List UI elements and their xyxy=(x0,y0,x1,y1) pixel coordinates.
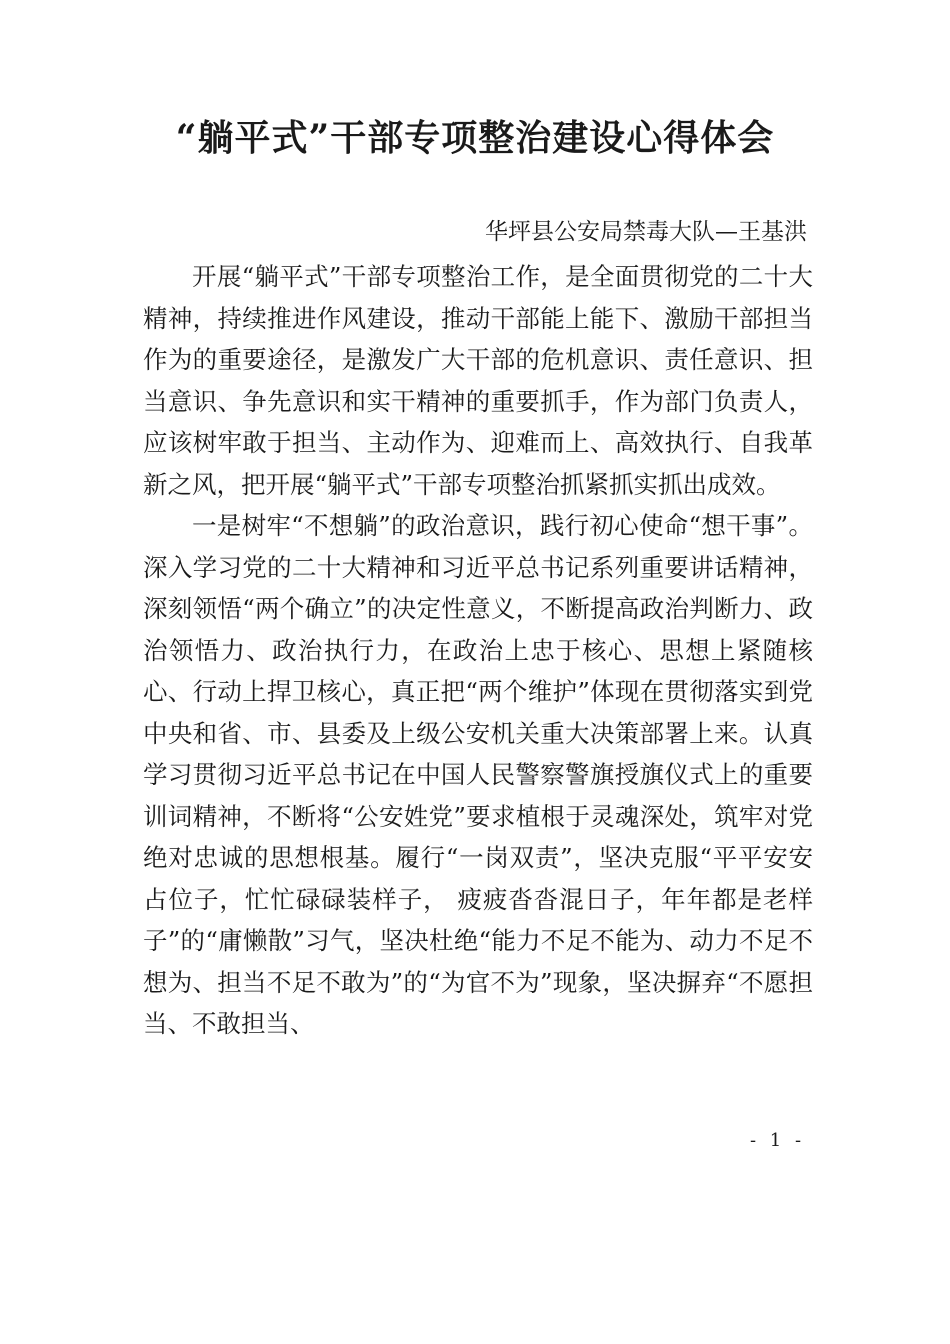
paragraph: 一是树牢“不想躺”的政治意识，践行初心使命“想干事”。深入学习党的二十大精神和习近平总书记系列重要讲话精神，深刻领悟“两个确立”的决定性意义，不断提高政治判断力、政治领悟力、政治执行力，在政治上忠于核心、思想上紧随核心、行动上捍卫核心，真正把“两个维护”体现在贯彻落实到党中央和省、市、县委及上级公安机关重大决策部署上来。认真学习贯彻习近平总书记在中国人民警察警旗授旗仪式上的重要训词精神，不断将“公安姓党”要求植根于灵魂深处，筑牢对党绝对忠诚的思想根基。履行“一岗双责”，坚决克服“平平安安占位子，忙忙碌碌装样子， 疲疲沓沓混日子，年年都是老样子”的“庸懒散”习气，坚决杜绝“能力不足不能为、动力不足不想为、担当不足不敢为”的“为官不为”现象，坚决摒弃“不愿担当、不敢担当、 xyxy=(143,511,813,1038)
paragraph: 开展“躺平式”干部专项整治工作，是全面贯彻党的二十大精神，持续推进作风建设，推动干部能上能下、激励干部担当作为的重要途径，是激发广大干部的危机意识、责任意识、担当意识、争先意识和实干精神的重要抓手，作为部门负责人，应该树牢敢于担当、主动作为、迎难而上、高效执行、自我革新之风，把开展“躺平式”干部专项整治抓紧抓实抓出成效。 xyxy=(143,262,813,499)
page-number: - 1 - xyxy=(750,1130,806,1151)
author-line: 华坪县公安局禁毒大队—王基洪 xyxy=(485,219,807,245)
document-title: “躺平式”干部专项整治建设心得体会 xyxy=(175,117,775,159)
document-body xyxy=(143,256,813,1045)
